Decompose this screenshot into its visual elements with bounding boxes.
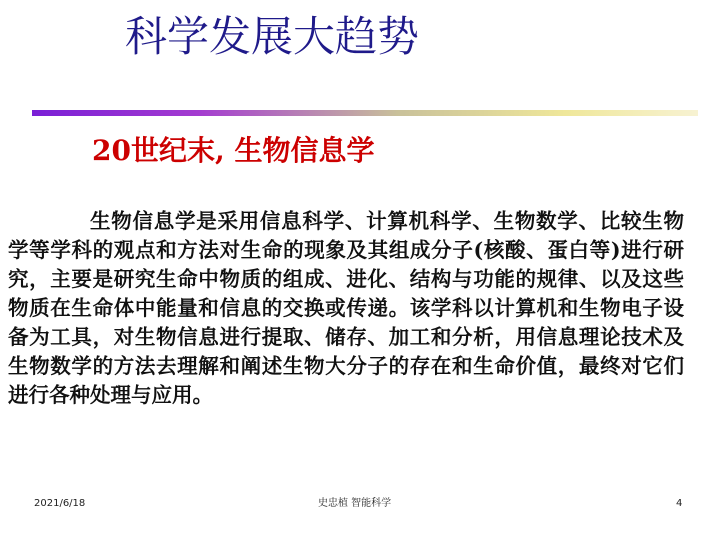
title-divider xyxy=(32,110,698,116)
footer-date: 2021/6/18 xyxy=(34,498,86,509)
slide-subtitle: 20世纪末, 生物信息学 xyxy=(92,134,375,167)
slide-title: 科学发展大趋势 xyxy=(125,12,420,61)
footer-author: 史忠植 智能科学 xyxy=(318,498,392,509)
page-number: 4 xyxy=(676,498,683,509)
body-paragraph: 生物信息学是采用信息科学、计算机科学、生物数学、比较生物学等学科的观点和方法对生命的现象及其组成分子(核酸、蛋白等)进行研究，主要是研究生命中物质的组成、进化、结构与功能的规律、以及这些物质在生命体中能量和信息的交换或传递。该学科以计算机和生物电子设备为工具，对生物信息进行提取、储存、加工和分析，用信息理论技术及生物数学的方法去理解和阐述生物大分子的存在和生命价值，最终对它们进行各种处理与应用。 xyxy=(8,209,684,407)
